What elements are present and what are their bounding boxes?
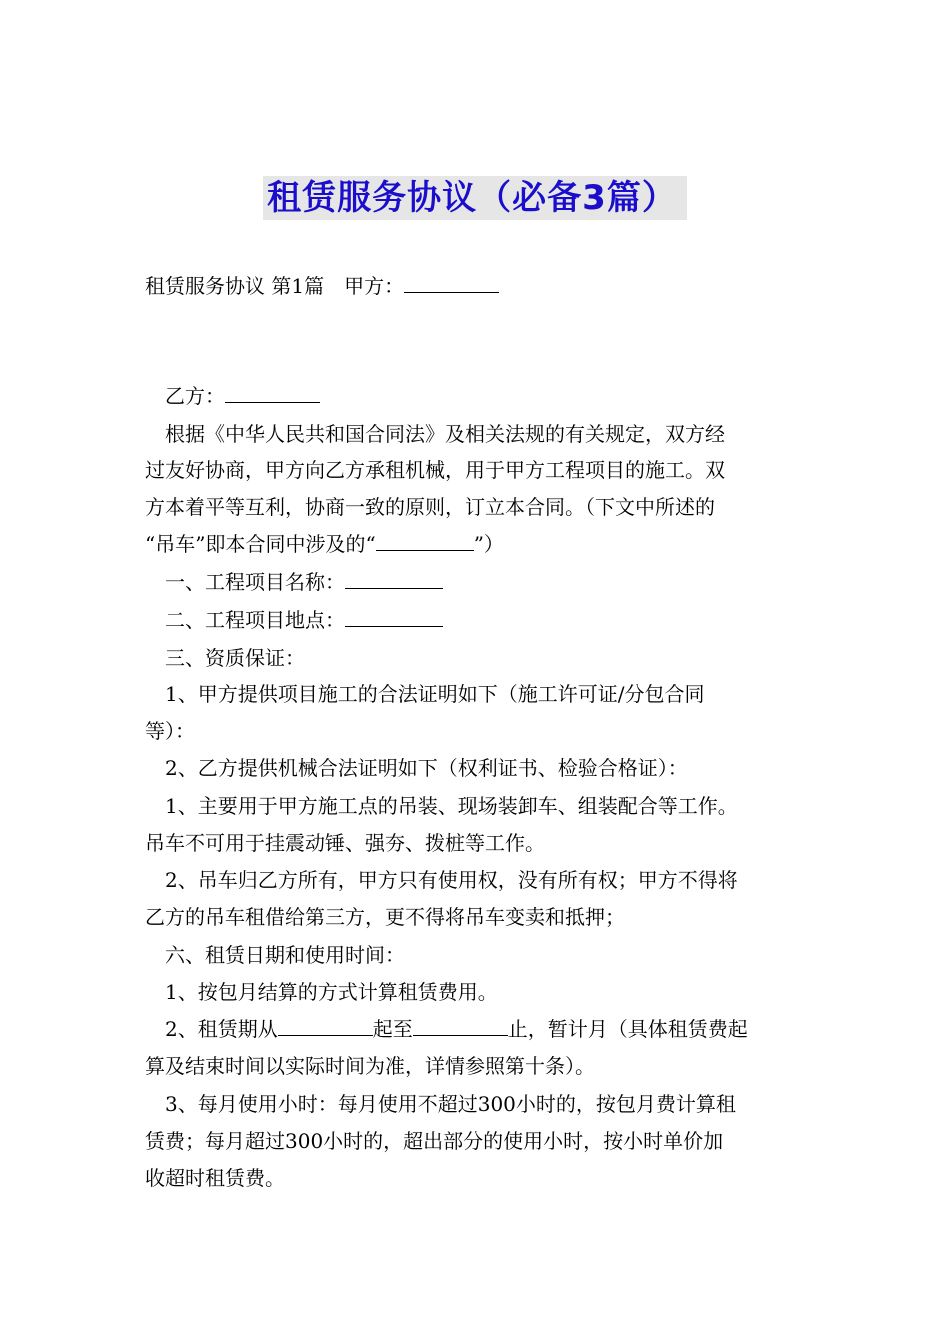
paragraph-line: [145, 268, 815, 304]
paragraph-line: 乙方的吊车租借给第三方，更不得将吊车变卖和抵押；: [145, 905, 625, 929]
paragraph-line: [145, 1011, 815, 1047]
fill-blank: [278, 1013, 373, 1036]
paragraph-line: 根据《中华人民共和国合同法》及相关法规的有关规定，双方经: [145, 422, 725, 446]
paragraph-line: 收超时租赁费。: [145, 1166, 285, 1190]
fill-blank: [404, 270, 499, 293]
paragraph-line: 算及结束时间以实际时间为准，详情参照第十条）。: [145, 1054, 595, 1078]
text-span: 止，暂计月（具体租赁费起: [507, 1017, 748, 1041]
document-title: 租赁服务协议（必备3篇）: [263, 176, 687, 220]
text-span: 2、租赁期从: [145, 1017, 278, 1041]
paragraph-line: 过友好协商，甲方向乙方承租机械，用于甲方工程项目的施工。双: [145, 458, 725, 482]
paragraph-line: 1、按包月结算的方式计算租赁费用。: [145, 980, 498, 1004]
paragraph-line: 六、租赁日期和使用时间：: [145, 943, 405, 967]
paragraph-line: [145, 602, 815, 638]
text-span: 一、工程项目名称：: [145, 570, 345, 594]
fill-blank: [376, 528, 474, 551]
paragraph-line: 2、吊车归乙方所有，甲方只有使用权，没有所有权；甲方不得将: [145, 868, 738, 892]
paragraph-line: [145, 378, 815, 414]
paragraph-line: 吊车不可用于挂震动锤、强夯、拨桩等工作。: [145, 831, 545, 855]
paragraph-line: 三、资质保证：: [145, 646, 305, 670]
text-span: 起至: [372, 1017, 413, 1041]
text-span: 乙方：: [145, 384, 225, 408]
text-span: 租赁服务协议 第1篇 甲方：: [145, 274, 405, 298]
paragraph-line: 3、每月使用小时：每月使用不超过300小时的，按包月费计算租: [145, 1092, 736, 1116]
fill-blank: [225, 380, 320, 403]
title-wrapper: [0, 176, 950, 220]
paragraph-line: 1、主要用于甲方施工点的吊装、现场装卸车、组装配合等工作。: [145, 794, 738, 818]
paragraph-line: [145, 564, 815, 600]
text-span: “吊车”即本合同中涉及的“: [145, 532, 376, 556]
paragraph-line: 方本着平等互利，协商一致的原则，订立本合同。（下文中所述的: [145, 495, 715, 519]
fill-blank: [345, 566, 443, 589]
fill-blank: [413, 1013, 508, 1036]
paragraph-line: 2、乙方提供机械合法证明如下（权利证书、检验合格证）：: [145, 756, 688, 780]
text-span: 二、工程项目地点：: [145, 608, 345, 632]
paragraph-line: 赁费；每月超过300小时的，超出部分的使用小时，按小时单价加: [145, 1129, 724, 1153]
paragraph-line: 等）：: [145, 719, 195, 743]
text-span: ”）: [473, 532, 504, 556]
fill-blank: [345, 604, 443, 627]
paragraph-line: 1、甲方提供项目施工的合法证明如下（施工许可证/分包合同: [145, 682, 705, 706]
paragraph-line: [145, 526, 815, 562]
